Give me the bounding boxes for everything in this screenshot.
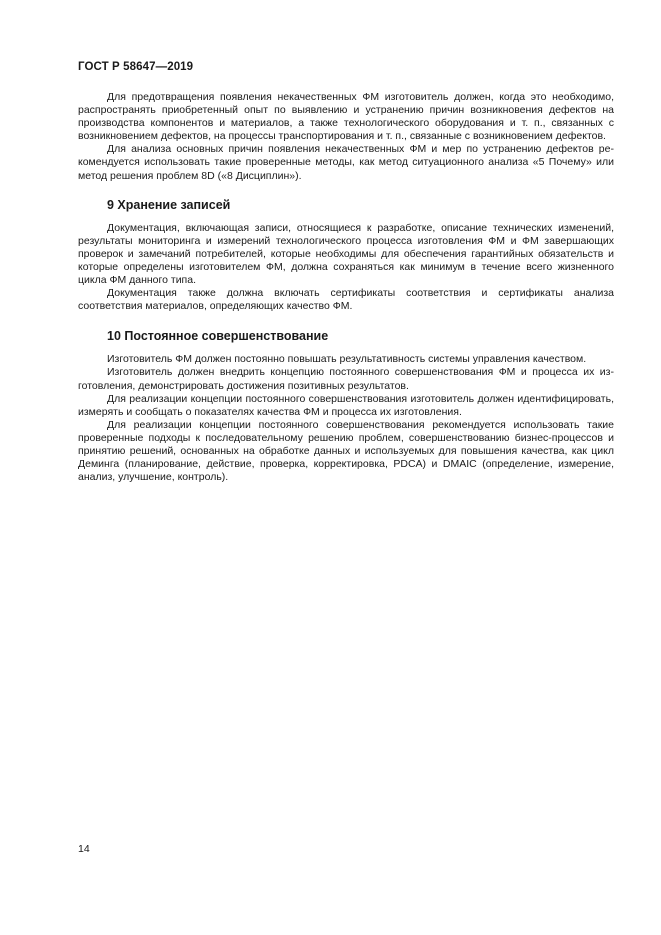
- intro-paragraph-2: Для анализа основных причин появления некачественных ФМ и мер по устранению дефектов рекомендуется использовать такие проверенные методы, как метод ситуационного анализа «5 Почему» или метод решения проблем 8D («8 Дисциплин»).: [78, 143, 614, 182]
- section-10-paragraph-1: Изготовитель ФМ должен постоянно повышать результативность системы управления качеством.: [107, 353, 587, 366]
- section-9-paragraph-2: Документация также должна включать сертификаты соответствия и сертификаты анализа соответствия материалов, определяющих качество ФМ.: [78, 287, 614, 313]
- section-9-title: 9 Хранение записей: [107, 197, 231, 212]
- page-content: [78, 91, 614, 484]
- section-10-title: 10 Постоянное совершенствование: [107, 329, 329, 344]
- intro-paragraph-1: Для предотвращения появления некачественных ФМ изготовитель должен, когда это необходимо, распространять приобретенный опыт по выявлению и устранению причин возникновения дефектов на производства компонентов и материалов, а также технологического оборудования и т. п., связанных с возникновением дефектов, на процессы транспортирования и т. п., связанные с возникновением дефектов.: [78, 91, 614, 143]
- section-10-paragraph-2: Изготовитель должен внедрить концепцию постоянного совершенствования ФМ и процесса их изготовления, демонстрировать достижения позитивных результатов.: [78, 366, 614, 392]
- section-10-paragraph-3: Для реализации концепции постоянного совершенствования изготовитель должен идентифицировать, измерять и сообщать о показателях качества ФМ и процесса их изготовления.: [78, 392, 614, 418]
- section-9-paragraph-1: Документация, включающая записи, относящиеся к разработке, описание технических изменений, результаты мониторинга и измерений технологического процесса изготовления ФМ и ФМ завершающих проверок и замечаний потребителей, которые необходимы для обеспечения гарантийных обязательств и которые определены изготовителем ФМ, должна сохраняться как минимум в течение всего жизненного цикла ФМ данного типа.: [78, 221, 614, 287]
- standard-header: ГОСТ Р 58647—2019: [78, 61, 194, 73]
- section-10-paragraph-4: Для реализации концепции постоянного совершенствования рекомендуется использовать такие проверенные подходы к последовательному решению проблем, совершенствованию бизнес-процессов и принятию решений, основанных на обработке данных и используемых для повышения качества, как цикл Деминга (планирование, действие, проверка, корректировка, PDCA) и DMAIC (определение, измерение, анализ, улучшение, контроль).: [78, 418, 614, 484]
- page-number: 14: [78, 843, 90, 855]
